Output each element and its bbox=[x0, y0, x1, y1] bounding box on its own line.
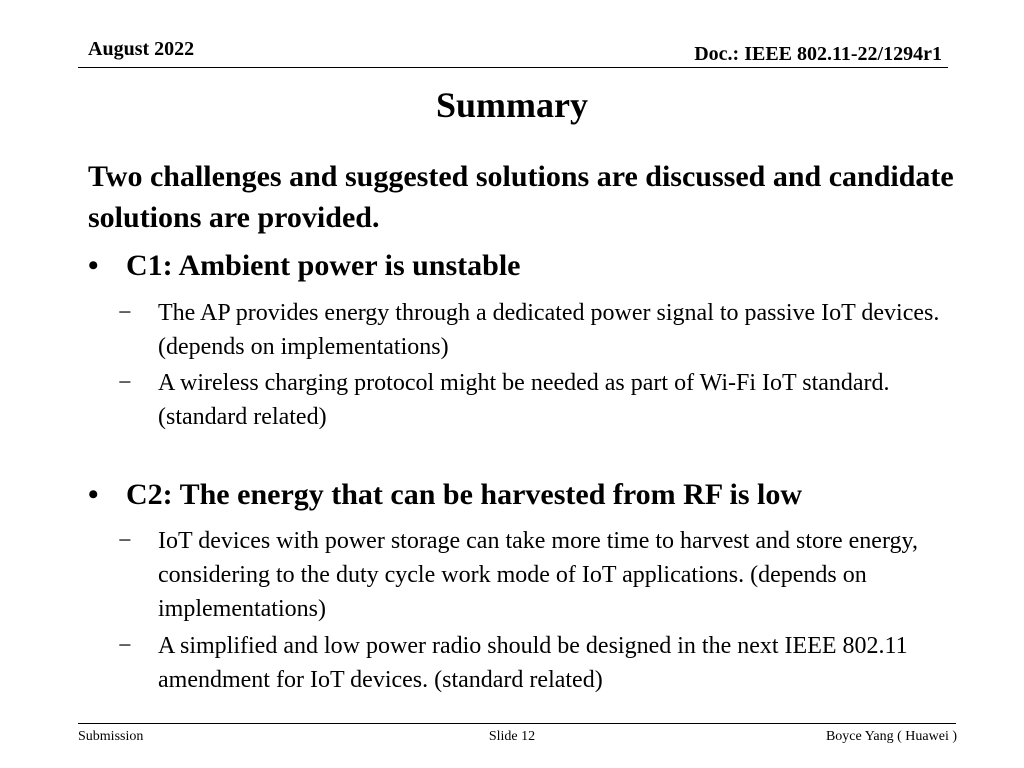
header-date: August 2022 bbox=[88, 38, 195, 60]
challenge-2-heading: C2: The energy that can be harvested from RF is low bbox=[126, 478, 803, 511]
point-text: A simplified and low power radio should be designed in the next IEEE 802.11 amendment for IoT devices. (standard related) bbox=[158, 633, 908, 693]
footer-author: Boyce Yang ( Huawei ) bbox=[825, 729, 957, 744]
point-text: IoT devices with power storage can take more time to harvest and store energy, considering to the duty cycle work mode of IoT applications. (depends on implementations) bbox=[158, 528, 918, 622]
dash-marker: − bbox=[118, 370, 132, 396]
dash-marker: − bbox=[118, 633, 132, 659]
challenge-1-bullet bbox=[88, 246, 520, 286]
header-doc-number: Doc.: IEEE 802.11-22/1294r1 bbox=[694, 43, 942, 65]
header-divider bbox=[78, 67, 948, 68]
slide-title: Summary bbox=[436, 85, 588, 125]
challenge-1-heading: C1: Ambient power is unstable bbox=[126, 249, 521, 282]
challenge-1-point-1 bbox=[118, 296, 948, 364]
dash-marker: − bbox=[118, 528, 132, 554]
challenge-1-point-2 bbox=[118, 366, 948, 434]
point-text: The AP provides energy through a dedicated power signal to passive IoT devices. (depends on implementations) bbox=[158, 300, 940, 360]
challenge-2-point-1 bbox=[118, 524, 948, 626]
challenge-2-point-2 bbox=[118, 629, 948, 697]
footer-submission: Submission bbox=[78, 729, 144, 744]
bullet-marker: • bbox=[88, 478, 99, 511]
footer-slide-number: Slide 12 bbox=[488, 729, 536, 744]
bullet-marker: • bbox=[88, 249, 99, 282]
footer-divider bbox=[78, 723, 956, 724]
challenge-2-bullet bbox=[88, 475, 802, 515]
intro-text: Two challenges and suggested solutions are discussed and candidate solutions are provided. bbox=[88, 160, 954, 234]
dash-marker: − bbox=[118, 300, 132, 326]
point-text: A wireless charging protocol might be needed as part of Wi-Fi IoT standard. (standard related) bbox=[158, 370, 890, 430]
